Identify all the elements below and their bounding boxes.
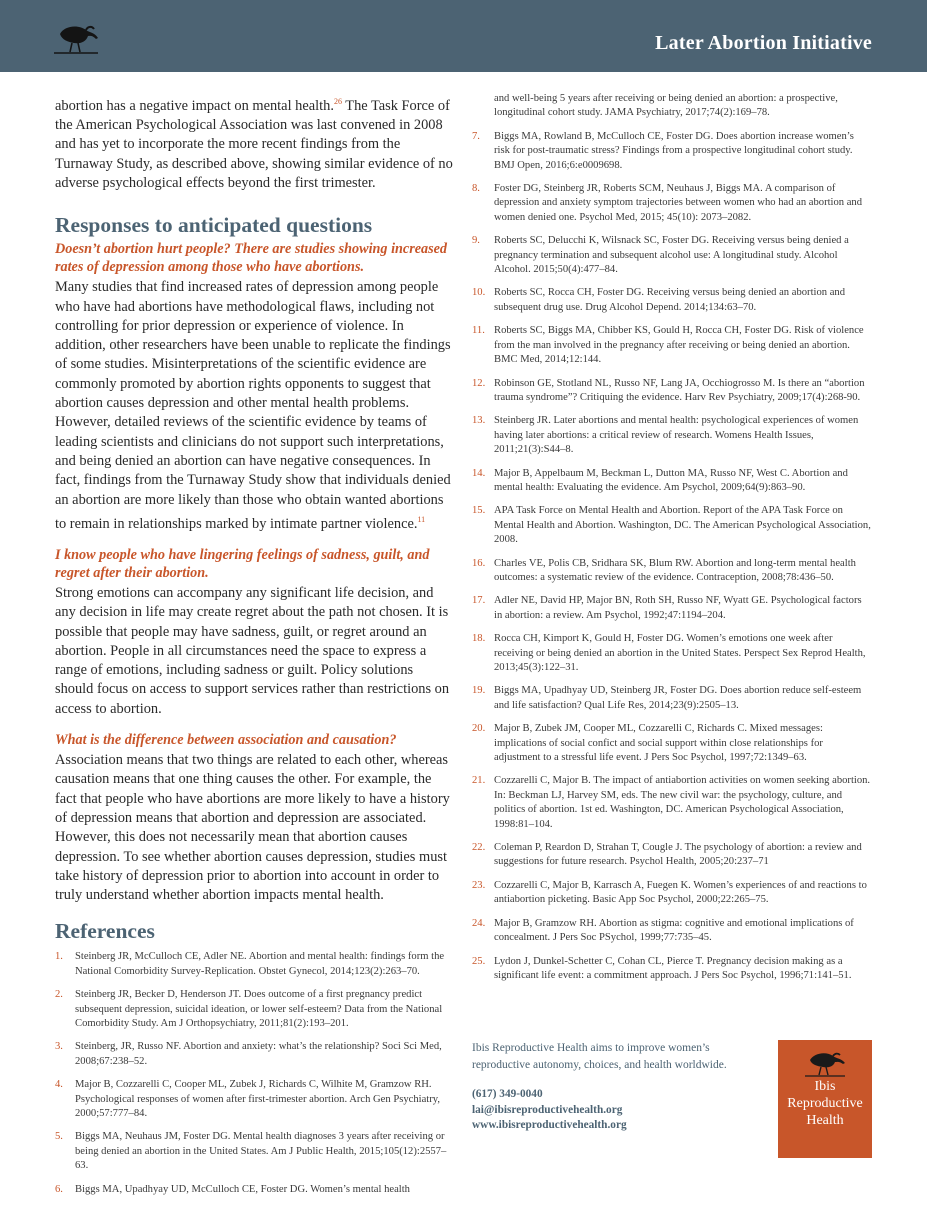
references-heading: References <box>55 919 155 944</box>
ibis-bird-icon <box>50 20 102 56</box>
intro-paragraph: abortion has a negative impact on mental health.$^{26}$ The Task Force of the American Psychological Association was last convened in 2008 and has yet to incorporate the more recent findings from the Turnaway Study, as described above, showing similar evidence of no adverse psychological effects beyond the first trimester. <box>55 97 453 191</box>
reference-item: 3. Steinberg, JR, Russo NF. Abortion and anxiety: what’s the relationship? Soci Sci Med, 2008;67:238–52. <box>55 1041 442 1067</box>
reference-item: 5. Biggs MA, Neuhaus JM, Foster DG. Mental health diagnoses 3 years after receiving or being denied an abortion in the United States. Am J Public Health, 2015;105(12):2557–63. <box>55 1131 447 1172</box>
reference-item: 13. Steinberg JR. Later abortions and mental health: psychological experiences of women having later abortions: a critical review of research. Womens Health Issues, 2011;21(3):S44–8. <box>472 415 859 456</box>
citation-11[interactable]: 11 <box>417 514 426 524</box>
reference-item: 4. Major B, Cozzarelli C, Cooper ML, Zubek J, Richards C, Wilhite M, Gramzow RH. Psychological responses of women after first-trimester abortion. Arch Gen Psychiatry, 2000;57:777–84. <box>55 1079 440 1120</box>
right-column <box>472 92 872 992</box>
reference-item: 22. Coleman P, Reardon D, Strahan T, Cougle J. The psychology of abortion: a review and suggestions for future research. Psychol Health, 2005;20:237–71 <box>472 842 862 868</box>
reference-item: 20. Major B, Zubek JM, Cooper ML, Cozzarelli C, Richards C. Mixed messages: implications of social confict and social support within close relationships for adjustment to a stressful life event. J Pers Soc Psychol, 1997;72:1349–63. <box>472 723 823 764</box>
logo-line: Health <box>806 1113 844 1128</box>
question-3: What is the difference between association and causation? <box>55 732 397 749</box>
references-list-right <box>472 130 872 984</box>
responses-heading: Responses to anticipated questions <box>55 213 373 238</box>
logo-line: Reproductive <box>787 1096 863 1111</box>
reference-item: 24. Major B, Gramzow RH. Abortion as stigma: cognitive and emotional implications of concealment. J Pers Soc PSychol, 1999;77:735–45. <box>472 917 854 944</box>
reference-continuation: and well-being 5 years after receiving or being denied an abortion: a prospective, longitudinal cohort study. JAMA Psychiatry, 2017;74(2):169–78. <box>494 93 838 119</box>
reference-item: 8. Foster DG, Steinberg JR, Roberts SCM, Neuhaus J, Biggs MA. A comparison of depression and anxiety symptom trajectories between women who had an abortion and women denied one. Psychol Med, 2015; 45(10): 2073–2082. <box>472 183 863 223</box>
reference-item: 19. Biggs MA, Upadhyay UD, Steinberg JR, Foster DG. Does abortion reduce self-esteem and life satisfaction? Qual Life Res, 2014;23(9):2505–13. <box>472 685 862 711</box>
reference-item: 6. Biggs MA, Upadhyay UD, McCulloch CE, Foster DG. Women’s mental health <box>55 1183 410 1195</box>
reference-item: 17. Adler NE, David HP, Major BN, Roth SH, Russo NF, Wyatt GE. Psychological factors in abortion: a review. Am Psychol, 1992;47:1194–204. <box>472 595 862 621</box>
reference-item: 25. Lydon J, Dunkel-Schetter C, Cohan CL, Pierce T. Pregnancy decision making as a significant life event: a commitment approach. J Pers Soc Psychol, 1996;71:141–51. <box>472 955 852 981</box>
header-title: Later Abortion Initiative <box>655 32 872 54</box>
citation-26[interactable]: 26 <box>333 97 342 106</box>
question-2: I know people who have lingering feelings of sadness, guilt, and regret after their abortion. <box>55 546 430 581</box>
reference-item: 16. Charles VE, Polis CB, Sridhara SK, Blum RW. Abortion and long-term mental health outcomes: a systematic review of the evidence. Contraception, 2008;78:436–50. <box>472 557 856 583</box>
ibis-logo <box>778 1040 872 1158</box>
reference-item: 12. Robinson GE, Stotland NL, Russo NF, Lang JA, Occhiogrosso M. Is there an “abortion trauma syndrome”? Critiquing the evidence. Harv Rev Psychiatry, 2009;17(4):268-90. <box>472 377 865 403</box>
reference-item: 10. Roberts SC, Rocca CH, Foster DG. Receiving versus being denied an abortion and subsequent drug use. Drug Alcohol Depend. 2014;134:63–70. <box>472 287 846 313</box>
footer-email-link[interactable]: lai@ibisreproductivehealth.org <box>472 1103 623 1116</box>
logo-line: Ibis <box>814 1079 836 1094</box>
left-column <box>55 92 455 1206</box>
answer-1: Many studies that find increased rates of depression among people who have had abortions have methodological flaws, including not controlling for prior depression or experience of violence. In addition, other researchers have been unable to replicate the findings of some studies. Misinterpretations of the scientific evidence are commonly promoted by abortion rights opponents to suggest that abortion causes depression and other mental health problems. However, detailed reviews of the scientific evidence by teams of leading scientists and clinicians do not support such interpretations, and being denied an abortion can have negative consequences. In fact, findings from the Turnaway Study show that individuals denied an abortion are more likely than those who obtain wanted abortions to remain in relationships marked by intimate partner violence.$^{11}$ <box>55 279 451 532</box>
reference-item: 2. Steinberg JR, Becker D, Henderson JT. Does outcome of a first pregnancy predict subsequent depression, suicidal ideation, or lower self-esteem? Data from the National Comorbidity Study. Am J Orthopsychiatry, 2011;81(2):193–201. <box>55 989 443 1030</box>
reference-item: 11. Roberts SC, Biggs MA, Chibber KS, Gould H, Rocca CH, Foster DG. Risk of violence from the man involved in the pregnancy after receiving or being denied an abortion. BMC Med, 2014;12:144. <box>472 325 864 366</box>
reference-item: 7. Biggs MA, Rowland B, McCulloch CE, Foster DG. Does abortion increase women’s risk for post-traumatic stress? Findings from a prospective longitudinal cohort study. BMJ Open, 2016;6:e0009698. <box>472 130 854 171</box>
reference-item: 14. Major B, Appelbaum M, Beckman L, Dutton MA, Russo NF, West C. Abortion and mental health: Evaluating the evidence. Am Psychol, 2009;64(9):863–90. <box>472 467 848 493</box>
reference-item: 21. Cozzarelli C, Major B. The impact of antiabortion activities on women seeking abortion. In: Beckman LJ, Harvey SM, eds. The new civil war: the psychology, culture, and politics of abortion. 1st ed. Washington, DC. American Psychological Association, 1998:81–104. <box>472 775 871 830</box>
footer-website-link[interactable]: www.ibisreproductivehealth.org <box>472 1119 627 1131</box>
reference-item: 9. Roberts SC, Delucchi K, Wilsnack SC, Foster DG. Receiving versus being denied a pregnancy termination and subsequent alcohol use: A longitudinal study. Alcohol Alcohol. 2015;50(4):477–84. <box>472 235 849 276</box>
references-list-left <box>55 950 455 1197</box>
header-bar <box>0 0 927 72</box>
footer <box>472 1040 882 1180</box>
ibis-bird-icon <box>802 1048 848 1078</box>
reference-item: 23. Cozzarelli C, Major B, Karrasch A, Fuegen K. Women’s experiences of and reactions to antiabortion picketing. Basic App Soc Psychol, 2000;22:265–75. <box>472 879 867 906</box>
answer-2: Strong emotions can accompany any significant life decision, and any decision in life may create regret about the path not chosen. It is possible that people may have sadness, guilt, or regret around an abortion. People in all circumstances need the space to express a range of emotions, including sadness or guilt. Policy solutions should focus on access to support services rather than restrictions on access to abortion. <box>55 584 450 717</box>
footer-phone[interactable]: (617) 349-0040 <box>472 1088 543 1100</box>
reference-item: 15. APA Task Force on Mental Health and Abortion. Report of the APA Task Force on Mental Health and Abortion. Washington, DC. The American Psychological Association, 2008. <box>472 505 871 546</box>
answer-3: Association means that two things are related to each other, whereas causation means that one thing causes the other. For example, the fact that people who have abortions are more likely to have a history of depression means that abortion and depression are associated. However, this does not necessarily mean that abortion causes depression. To see whether abortion causes depression, studies must take history of depression prior to abortion into account in order to truly understand whether abortion impacts mental health. <box>55 752 450 904</box>
reference-item: 18. Rocca CH, Kimport K, Gould H, Foster DG. Women’s emotions one week after receiving or being denied an abortion in the United States. Perspect Sex Reprod Health, 2013;45(3):122–31. <box>472 633 866 673</box>
reference-item: 1. Steinberg JR, McCulloch CE, Adler NE. Abortion and mental health: findings form the National Comorbidity Survey-Replication. Obstet Gynecol, 2014;123(2):263–70. <box>55 951 445 977</box>
footer-tagline: Ibis Reproductive Health aims to improve women’s reproductive autonomy, choices, and health worldwide. <box>472 1042 727 1071</box>
question-1: Doesn’t abortion hurt people? There are studies showing increased rates of depression among those who have abortions. <box>55 241 448 276</box>
footer-text <box>472 1040 752 1134</box>
